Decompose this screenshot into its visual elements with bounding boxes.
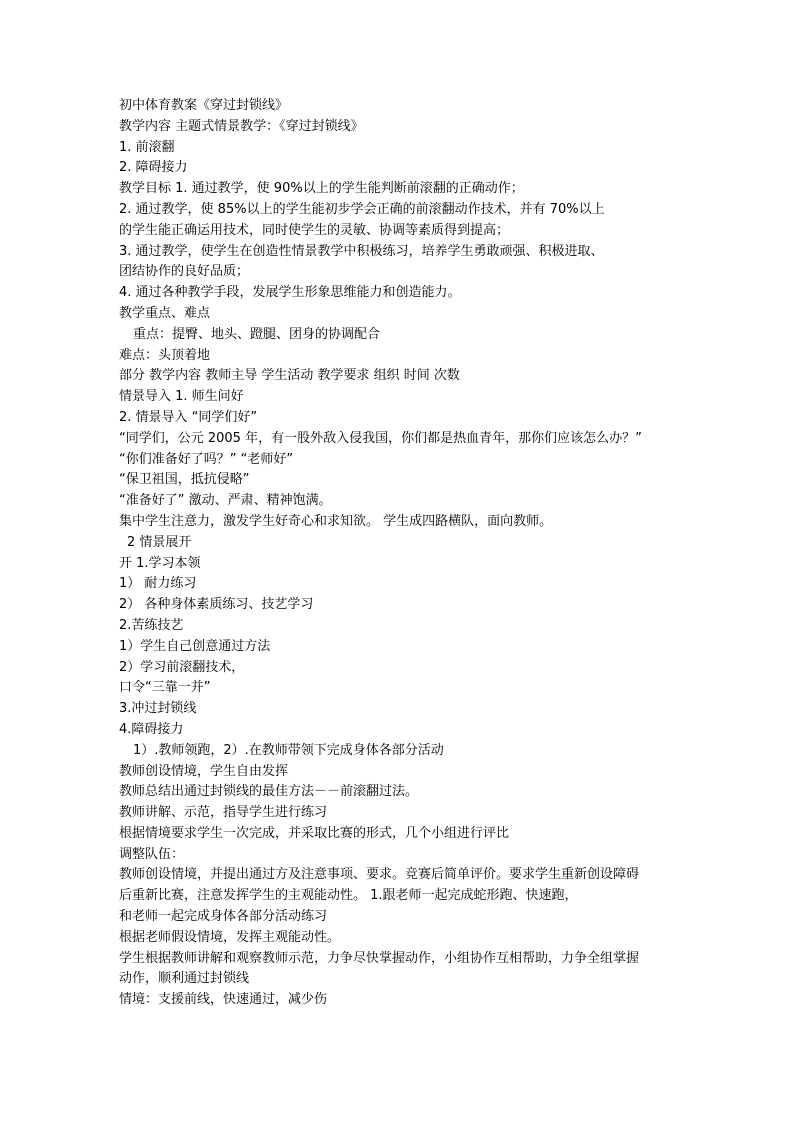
objective-3-cont: 团结协作的良好品质； xyxy=(119,264,250,280)
relay: 4.障碍接力 xyxy=(119,721,184,737)
teacher-scenario: 教师创设情境，学生自由发挥 xyxy=(119,763,289,779)
objective-1: 教学目标 1. 通过教学，使 90%以上的学生能判断前滚翻的正确动作； xyxy=(119,181,524,197)
cross-line: 3.冲过封锁线 xyxy=(119,701,197,717)
teaching-content: 教学内容 主题式情景教学：《穿过封锁线》 xyxy=(119,118,364,134)
teacher-rules-cont: 后重新比赛，注意发挥学生的主观能动性。 1.跟老师一起完成蛇形跑、快速跑， xyxy=(119,888,578,904)
student-learning-cont: 动作，顺利通过封锁线 xyxy=(119,971,250,987)
key-point: 重点：提臀、地头、蹬腿、团身的协调配合 xyxy=(133,326,381,342)
difficulty: 难点：头顶着地 xyxy=(119,347,211,363)
warmup: 1）.教师领跑，2）.在教师带领下完成身体各部分活动 xyxy=(133,742,444,758)
quote-4: “准备好了” 激动、严肃、精神饱满。 xyxy=(119,493,332,509)
endurance-practice: 1） 耐力练习 xyxy=(119,576,197,592)
teacher-summary: 教师总结出通过封锁线的最佳方法－－前滚翻过法。 xyxy=(119,784,419,800)
quote-3: “保卫祖国，抵抗侵略” xyxy=(119,472,250,488)
quote-1: “同学们，公元 2005 年，有一股外敌入侵我国，你们都是热血青年，那你们应该怎么办？” xyxy=(119,430,642,446)
table-header-row: 部分 教学内容 教师主导 学生活动 教学要求 组织 时间 次数 xyxy=(119,368,460,384)
student-warmup: 和老师一起完成身体各部分活动练习 xyxy=(119,909,328,925)
learn-skills: 开 1.学习本领 xyxy=(119,555,201,571)
student-learning: 学生根据教师讲解和观察教师示范，力争尽快掌握动作，小组协作互相帮助，力争全组掌握 xyxy=(119,950,640,966)
student-creativity: 1）学生自己创意通过方法 xyxy=(119,638,271,654)
command: 口令“三靠一并” xyxy=(119,680,211,696)
objective-2: 2. 通过教学，使 85%以上的学生能初步学会正确的前滚翻动作技术，并有 70%以上 xyxy=(119,201,605,217)
intro-requirement: 集中学生注意力，激发学生好奇心和求知欲。 学生成四路横队，面向教师。 xyxy=(119,513,553,529)
quote-2: “你们准备好了吗？” “老师好” xyxy=(119,451,294,467)
intro-greeting: 情景导入 1. 师生问好 xyxy=(119,389,244,405)
adjust-team: 调整队伍： xyxy=(119,846,185,862)
physical-practice: 2） 各种身体素质练习、技艺学习 xyxy=(119,597,314,613)
key-points-heading: 教学重点、难点 xyxy=(119,305,211,321)
teacher-demo: 教师讲解、示范，指导学生进行练习 xyxy=(119,805,328,821)
doc-title: 初中体育教案《穿过封锁线》 xyxy=(119,98,289,113)
practice-skills: 2.苦练技艺 xyxy=(119,617,184,633)
content-item-1: 1. 前滚翻 xyxy=(119,139,175,155)
scenario-support: 情境：支援前线，快速通过，减少伤 xyxy=(119,992,328,1008)
competition: 根据情境要求学生一次完成，并采取比赛的形式，几个小组进行评比 xyxy=(119,825,510,841)
learn-roll: 2）学习前滚翻技术， xyxy=(119,659,245,675)
objective-3: 3. 通过教学，使学生在创造性情景教学中积极练习，培养学生勇敢顽强、积极进取、 xyxy=(119,243,604,259)
lesson-plan-body xyxy=(119,96,679,1011)
section-2-heading: 2 情景展开 xyxy=(127,534,192,550)
student-initiative: 根据老师假设情境，发挥主观能动性。 xyxy=(119,929,341,945)
teacher-rules: 教师创设情境，并提出通过方及注意事项、要求。竞赛后简单评价。要求学生重新创设障碍 xyxy=(119,867,640,883)
content-item-2: 2. 障碍接力 xyxy=(119,160,188,176)
objective-2-cont: 的学生能正确运用技术，同时使学生的灵敏、协调等素质得到提高； xyxy=(119,222,510,238)
intro-scenario: 2. 情景导入 “同学们好” xyxy=(119,409,258,425)
objective-4: 4. 通过各种教学手段，发展学生形象思维能力和创造能力。 xyxy=(119,285,461,301)
